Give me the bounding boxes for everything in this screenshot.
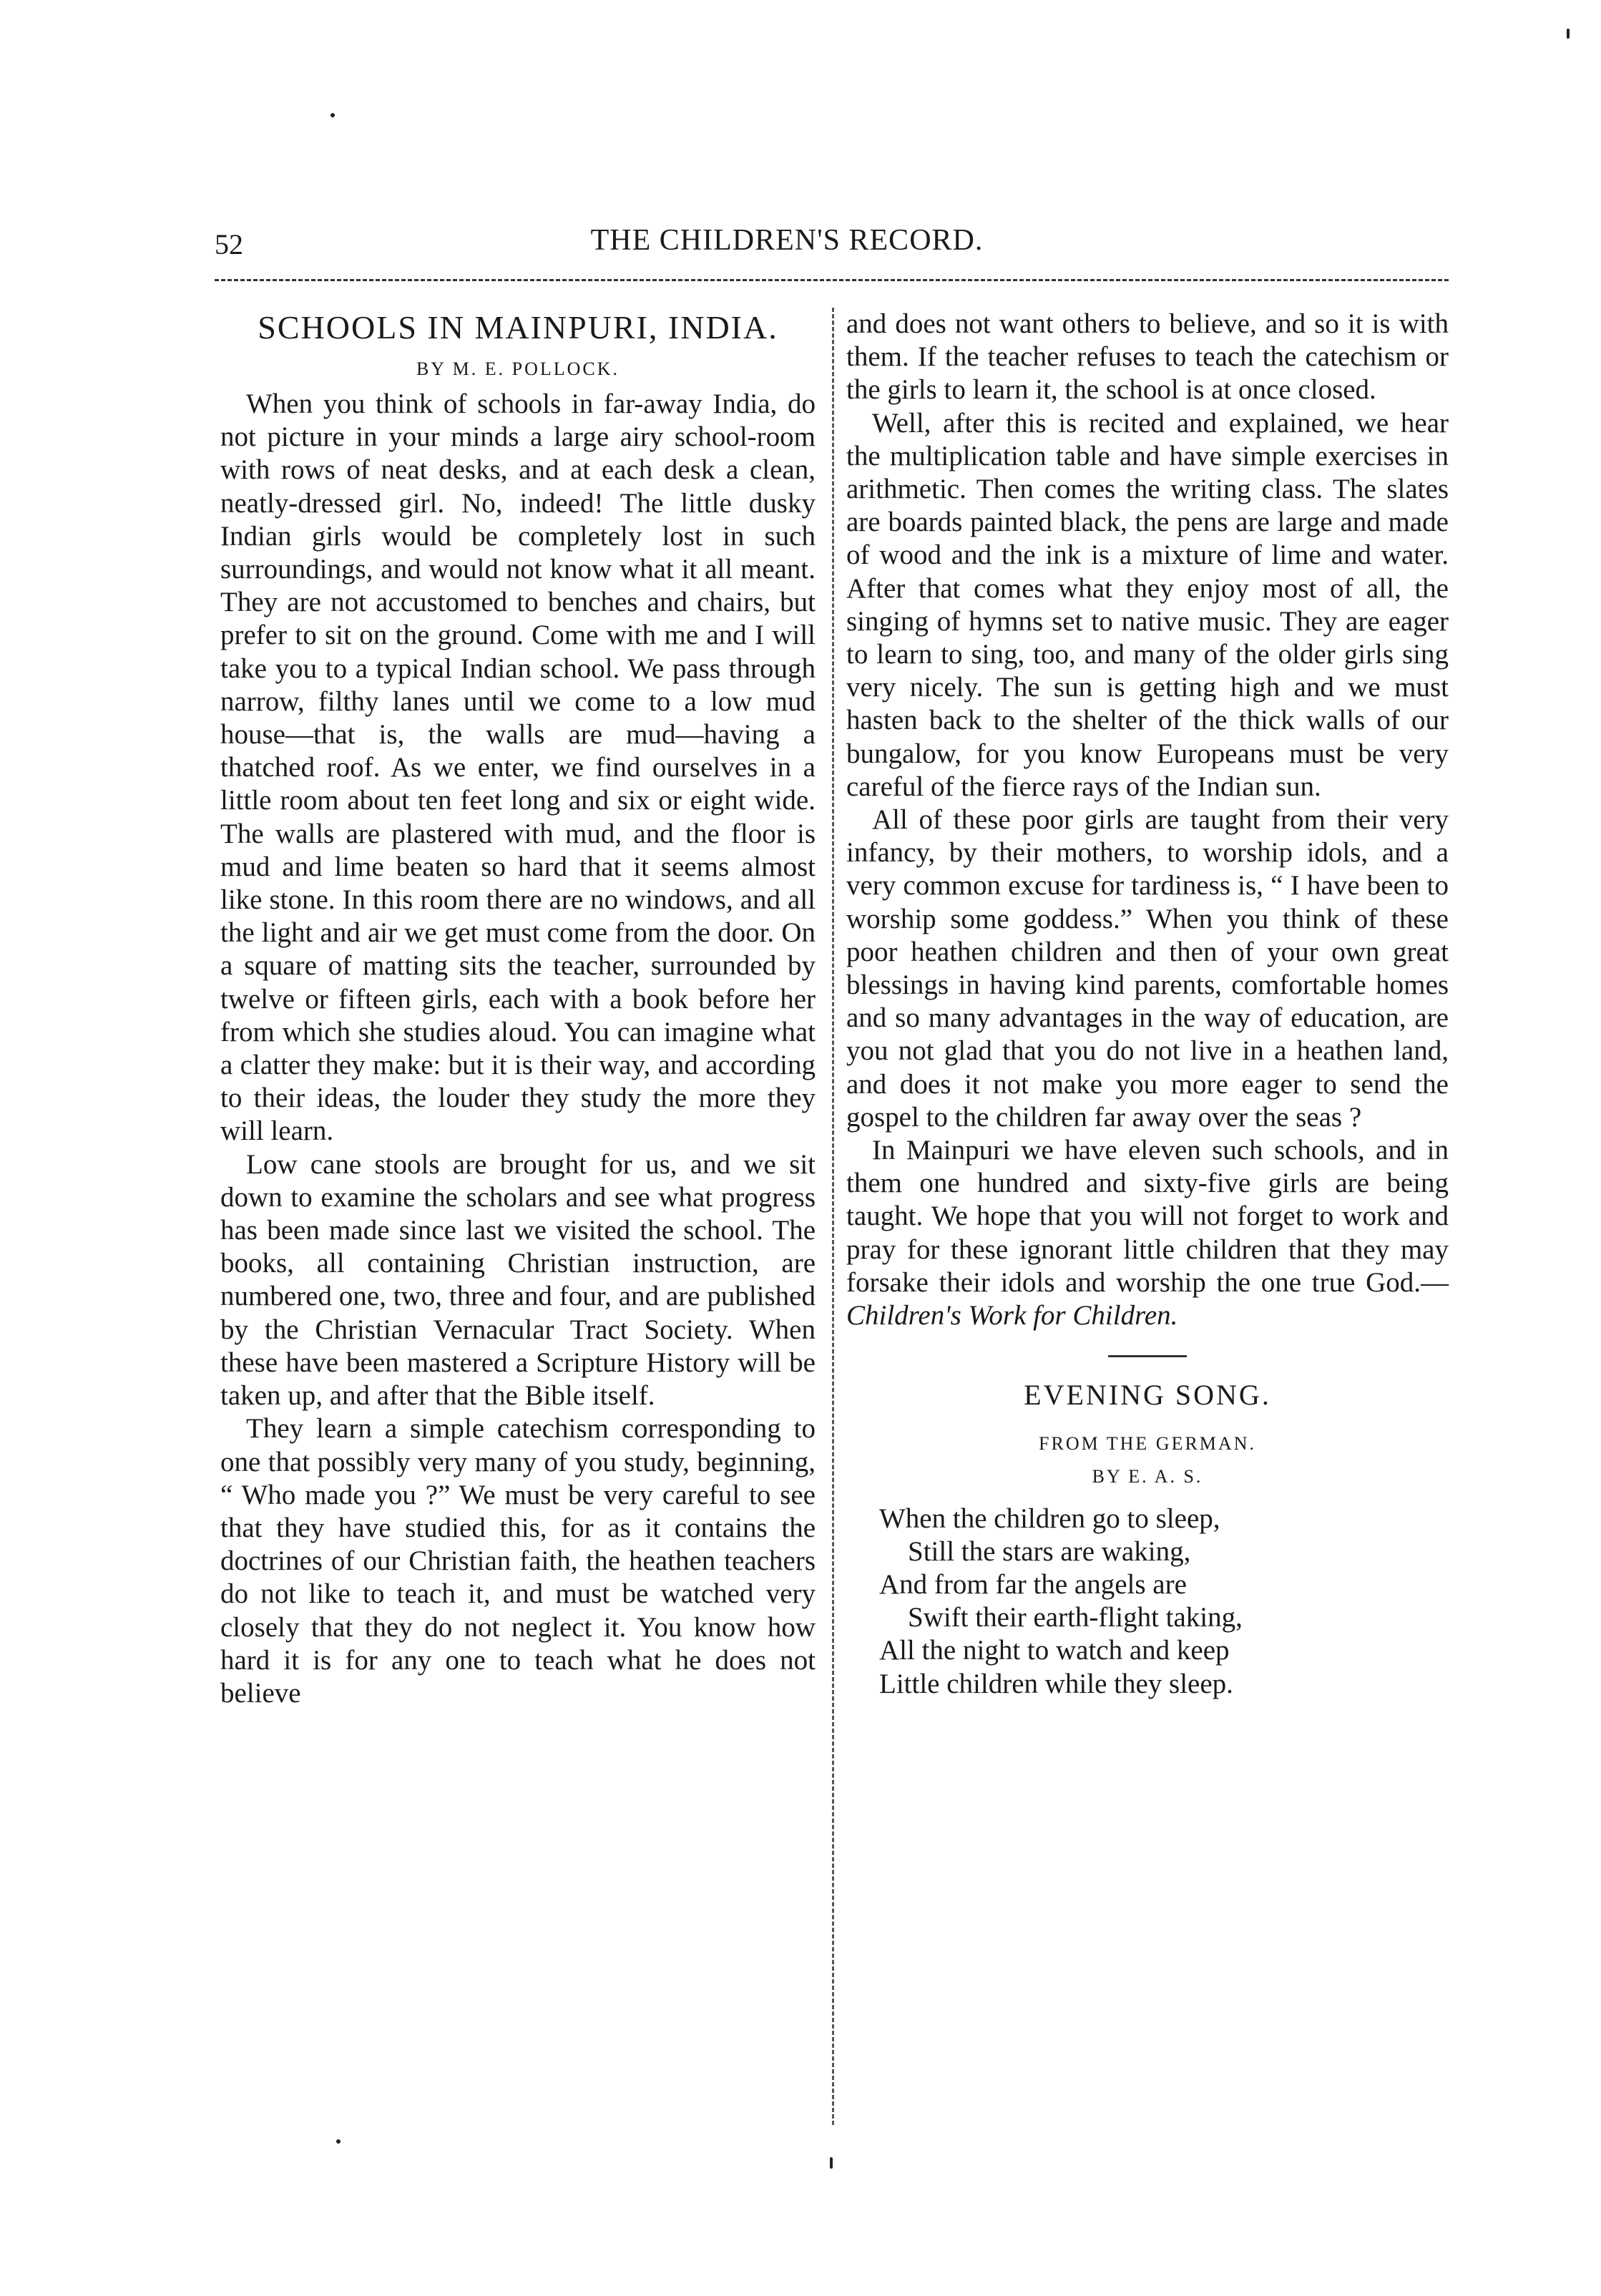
article-byline: BY M. E. POLLOCK.	[416, 358, 620, 379]
article-paragraph-4: Well, after this is recited and explained, we hear the multiplication table and have simple exercises in arithmetic. Then comes the writing class. The slates are boards painted black, the pens are large and made of wood and the ink is a mixture of lime and water. After that comes what they enjoy most of all, the singing of hymns set to native music. They are eager to learn to sing, too, and many of the older girls sing very nicely. The sun is getting high and we must hasten back to the shelter of the thick walls of our bungalow, for you know Europeans must be very careful of the fierce rays of the Indian sun.	[846, 407, 1449, 802]
poem-byline: BY E. A. S.	[1092, 1465, 1203, 1487]
scan-speck	[1567, 29, 1570, 39]
right-column	[846, 308, 1449, 1701]
poem-line: Still the stars are waking,	[908, 1535, 1191, 1567]
article-paragraph-5: All of these poor girls are taught from their very infancy, by their mothers, to worship idols, and a very common excuse for tardiness is, “ I have been to worship some goddess.” When you think of these poor heathen children and then of your own great blessings in having kind parents, comfortable homes and so many advantages in the way of education, are you not glad that you do not live in a heathen land, and does it not make you more eager to send the gospel to the children far away over the seas ?	[846, 804, 1449, 1133]
poem-subtitle: FROM THE GERMAN.	[1039, 1432, 1256, 1454]
poem-line: When the children go to sleep,	[879, 1503, 1220, 1534]
poem-line: All the night to watch and keep	[879, 1635, 1230, 1666]
scan-speck	[331, 113, 335, 117]
poem-line: Little children while they sleep.	[879, 1668, 1233, 1699]
column-divider	[832, 308, 834, 2125]
article-title: SCHOOLS IN MAINPURI, INDIA.	[258, 309, 778, 346]
article-paragraph-6-text: In Mainpuri we have eleven such schools, and in them one hundred and sixty-five girls are being taught. We hope that you will not forget to work and pray for these ignorant little children that they may forsake their idols and worship the one true God.—	[846, 1135, 1449, 1298]
running-title: THE CHILDREN'S RECORD.	[590, 224, 984, 257]
article-paragraph-1: When you think of schools in far-away India, do not picture in your minds a large airy school-room with rows of neat desks, and at each desk a clean, neatly-dressed girl. No, indeed! The little dusky Indian girls would be completely lost in such surroundings, and would not know what it all meant. They are not accustomed to benches and chairs, but prefer to sit on the ground. Come with me and I will take you to a typical Indian school. We pass through narrow, filthy lanes until we come to a low mud house—that is, the walls are mud—having a thatched roof. As we enter, we find ourselves in a little room about ten feet long and six or eight wide. The walls are plastered with mud, and the floor is mud and lime beaten so hard that it seems almost like stone. In this room there are no windows, and all the light and air we get must come from the door. On a square of matting sits the teacher, surrounded by twelve or fifteen girls, each with a book before her from which she studies aloud. You can imagine what a clatter they make: but it is their way, and according to their ideas, the louder they study the more they will learn.	[220, 389, 816, 1147]
poem-line: Swift their earth-flight taking,	[908, 1602, 1243, 1633]
poem-line: And from far the angels are	[879, 1568, 1187, 1600]
page-number: 52	[215, 228, 243, 260]
left-column	[220, 308, 816, 1710]
article-source: Children's Work for Children.	[846, 1300, 1178, 1332]
scan-speck	[336, 2139, 341, 2144]
section-rule	[1108, 1355, 1187, 1357]
scan-speck	[830, 2157, 833, 2169]
header-rule	[215, 279, 1449, 281]
poem-title: EVENING SONG.	[1024, 1379, 1271, 1412]
article-paragraph-3-continued: and does not want others to believe, and so it is with them. If the teacher refuses to teach the catechism or the girls to learn it, the school is at once closed.	[846, 308, 1449, 406]
article-paragraph-2: Low cane stools are brought for us, and we sit down to examine the scholars and see what progress has been made since last we visited the school. The books, all containing Christian instruction, are numbered one, two, three and four, and are published by the Christian Vernacular Tract Society. When these have been mastered a Scripture History will be taken up, and after that the Bible itself.	[220, 1148, 816, 1412]
poem	[879, 1503, 1449, 1701]
article-paragraph-3-start: They learn a simple catechism corresponding to one that possibly very many of you study, beginning, “ Who made you ?” We must be very careful to see that they have studied this, for as it contains the doctrines of our Christian faith, the heathen teachers do not like to teach it, and must be watched very closely that they do not neglect it. You know how hard it is for any one to teach what he does not believe	[220, 1413, 816, 1709]
article-paragraph-6	[846, 1134, 1449, 1332]
